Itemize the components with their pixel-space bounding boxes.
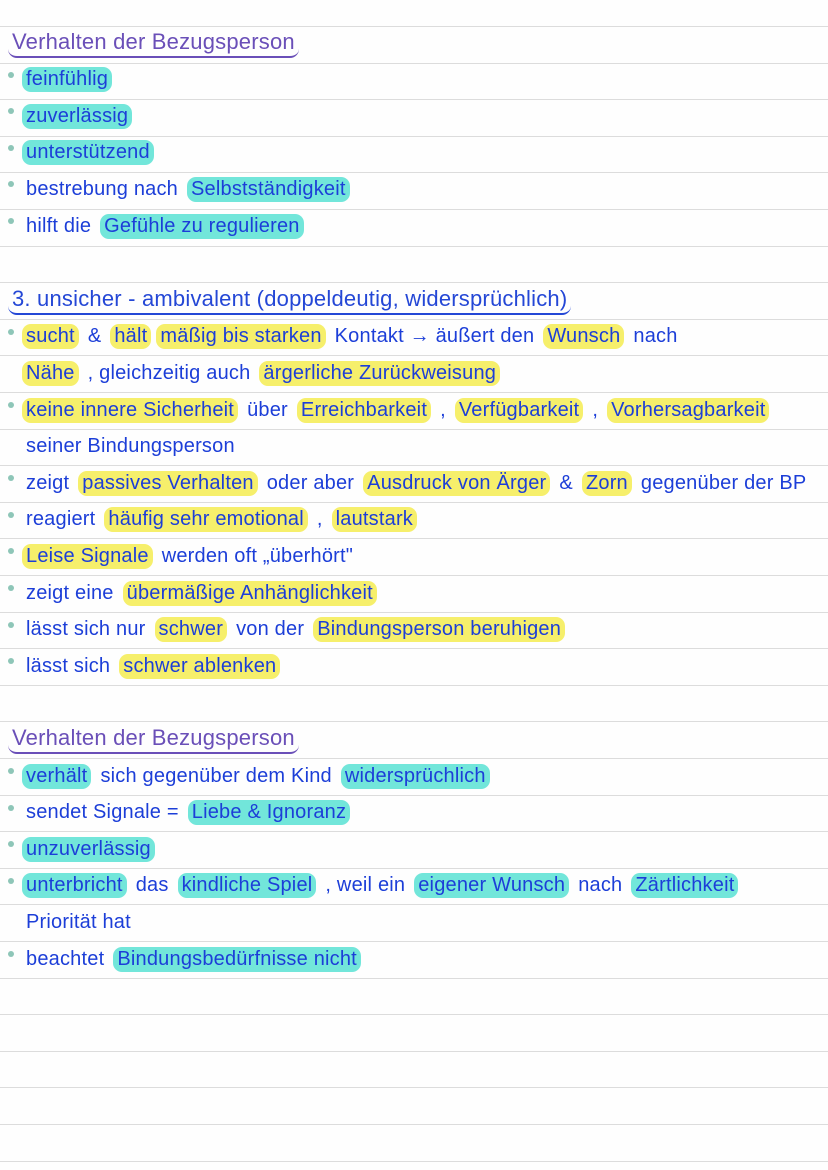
- section-heading: [8, 722, 304, 756]
- text: von der: [236, 618, 305, 641]
- text: das: [135, 874, 169, 897]
- ruled-line: [0, 63, 828, 64]
- highlighted-text: unterstützend: [22, 140, 154, 165]
- list-item: [8, 466, 815, 500]
- highlighted-text: eigener Wunsch: [414, 873, 569, 898]
- text: ,: [592, 398, 599, 421]
- bullet-icon: [8, 585, 14, 591]
- ruled-line: [0, 685, 828, 686]
- list-item: [8, 613, 570, 647]
- highlighted-text: Wunsch: [543, 324, 624, 349]
- highlighted-text: Gefühle zu regulieren: [100, 214, 303, 239]
- highlighted-text: Selbstständigkeit: [187, 177, 350, 202]
- bullet-icon: [8, 841, 14, 847]
- section-heading: [8, 283, 576, 317]
- highlighted-text: widersprüchlich: [341, 764, 490, 789]
- bullet-icon: [8, 951, 14, 957]
- highlighted-text: kindliche Spiel: [178, 873, 317, 898]
- highlighted-text: Verfügbarkeit: [455, 398, 583, 423]
- text: &: [87, 325, 102, 348]
- text: zeigt eine: [26, 581, 114, 604]
- bullet-icon: [8, 402, 14, 408]
- text: zeigt: [26, 471, 70, 494]
- list-item: [8, 63, 117, 97]
- ruled-line: [0, 246, 828, 247]
- list-item: [8, 869, 743, 903]
- highlighted-text: mäßig bis starken: [156, 324, 325, 349]
- bullet-icon: [8, 475, 14, 481]
- highlighted-text: Bindungsbedürfnisse nicht: [113, 947, 361, 972]
- text: bestrebung nach: [26, 177, 179, 200]
- highlighted-text: Erreichbarkeit: [297, 398, 431, 423]
- highlighted-text: passives Verhalten: [78, 471, 257, 496]
- list-item: [8, 759, 495, 793]
- text: &: [559, 471, 573, 494]
- highlighted-text: unzuverlässig: [22, 837, 155, 862]
- list-item: [8, 209, 309, 243]
- text: sendet Signale =: [26, 801, 179, 824]
- bullet-icon: [8, 805, 14, 811]
- text: seiner Bindungsperson: [26, 435, 235, 458]
- text: nach: [633, 325, 678, 348]
- list-item: [8, 503, 422, 537]
- list-item: [8, 320, 687, 354]
- heading-text: 3. unsicher - ambivalent (doppeldeutig, widersprüchlich): [8, 285, 571, 315]
- text: sich gegenüber dem Kind: [100, 764, 332, 787]
- bullet-icon: [8, 658, 14, 664]
- bullet-icon: [8, 878, 14, 884]
- highlighted-text: schwer: [155, 617, 228, 642]
- bullet-icon: [8, 145, 14, 151]
- text: lässt sich: [26, 654, 111, 677]
- bullet-icon: [8, 108, 14, 114]
- highlighted-text: verhält: [22, 764, 91, 789]
- section-heading: [8, 26, 304, 60]
- text: hilft die: [26, 214, 92, 237]
- highlighted-text: Liebe & Ignoranz: [188, 800, 350, 825]
- bullet-icon: [8, 548, 14, 554]
- highlighted-text: häufig sehr emotional: [104, 507, 307, 532]
- ruled-line: [0, 1051, 828, 1052]
- text: werden oft „überhört": [161, 544, 354, 567]
- text: beachtet: [26, 947, 105, 970]
- ruled-line: [0, 1087, 828, 1088]
- list-item: [8, 905, 140, 939]
- ruled-line: [0, 1161, 828, 1162]
- highlighted-text: zuverlässig: [22, 104, 132, 129]
- bullet-icon: [8, 181, 14, 187]
- bullet-icon: [8, 72, 14, 78]
- text: reagiert: [26, 508, 96, 531]
- highlighted-text: unterbricht: [22, 873, 127, 898]
- ruled-line: [0, 1124, 828, 1125]
- list-item: [8, 832, 160, 866]
- list-item: [8, 430, 244, 464]
- bullet-icon: [8, 512, 14, 518]
- highlighted-text: feinfühlig: [22, 67, 112, 92]
- bullet-icon: [8, 768, 14, 774]
- highlighted-text: Nähe: [22, 361, 79, 386]
- highlighted-text: Vorhersagbarkeit: [607, 398, 769, 423]
- highlighted-text: ärgerliche Zurückweisung: [259, 361, 500, 386]
- list-item: [8, 136, 159, 170]
- text: , gleichzeitig auch: [87, 361, 251, 384]
- text: ,: [316, 508, 323, 531]
- highlighted-text: sucht: [22, 324, 79, 349]
- text: ,: [440, 398, 446, 421]
- highlighted-text: übermäßige Anhänglichkeit: [123, 581, 377, 606]
- text: gegenüber der BP: [640, 471, 807, 494]
- highlighted-text: Zorn: [582, 471, 632, 496]
- list-item: [8, 393, 774, 427]
- list-item: [8, 796, 355, 830]
- highlighted-text: lautstark: [332, 507, 417, 532]
- ruled-line: [0, 978, 828, 979]
- text: , weil ein: [325, 874, 406, 897]
- list-item: [8, 576, 382, 610]
- bullet-icon: [8, 329, 14, 335]
- text: lässt sich nur: [26, 618, 146, 641]
- list-item: [8, 649, 285, 683]
- ruled-line: [0, 1014, 828, 1015]
- text: nach: [578, 874, 623, 897]
- highlighted-text: Bindungsperson beruhigen: [313, 617, 565, 642]
- bullet-icon: [8, 218, 14, 224]
- text: oder aber: [266, 471, 355, 494]
- text: über: [247, 398, 288, 421]
- list-item: [8, 942, 366, 976]
- bullet-icon: [8, 622, 14, 628]
- text: Priorität hat: [26, 910, 131, 933]
- highlighted-text: hält: [110, 324, 151, 349]
- highlighted-text: keine innere Sicherheit: [22, 398, 238, 423]
- highlighted-text: Zärtlichkeit: [631, 873, 738, 898]
- highlighted-text: schwer ablenken: [119, 654, 280, 679]
- list-item: [8, 539, 362, 573]
- heading-text: Verhalten der Bezugsperson: [8, 28, 299, 58]
- text: Kontakt → äußert den: [334, 325, 535, 348]
- list-item: [8, 99, 137, 133]
- highlighted-text: Ausdruck von Ärger: [363, 471, 550, 496]
- list-item: [8, 172, 355, 206]
- heading-text: Verhalten der Bezugsperson: [8, 724, 299, 754]
- list-item: [8, 356, 505, 390]
- highlighted-text: Leise Signale: [22, 544, 153, 569]
